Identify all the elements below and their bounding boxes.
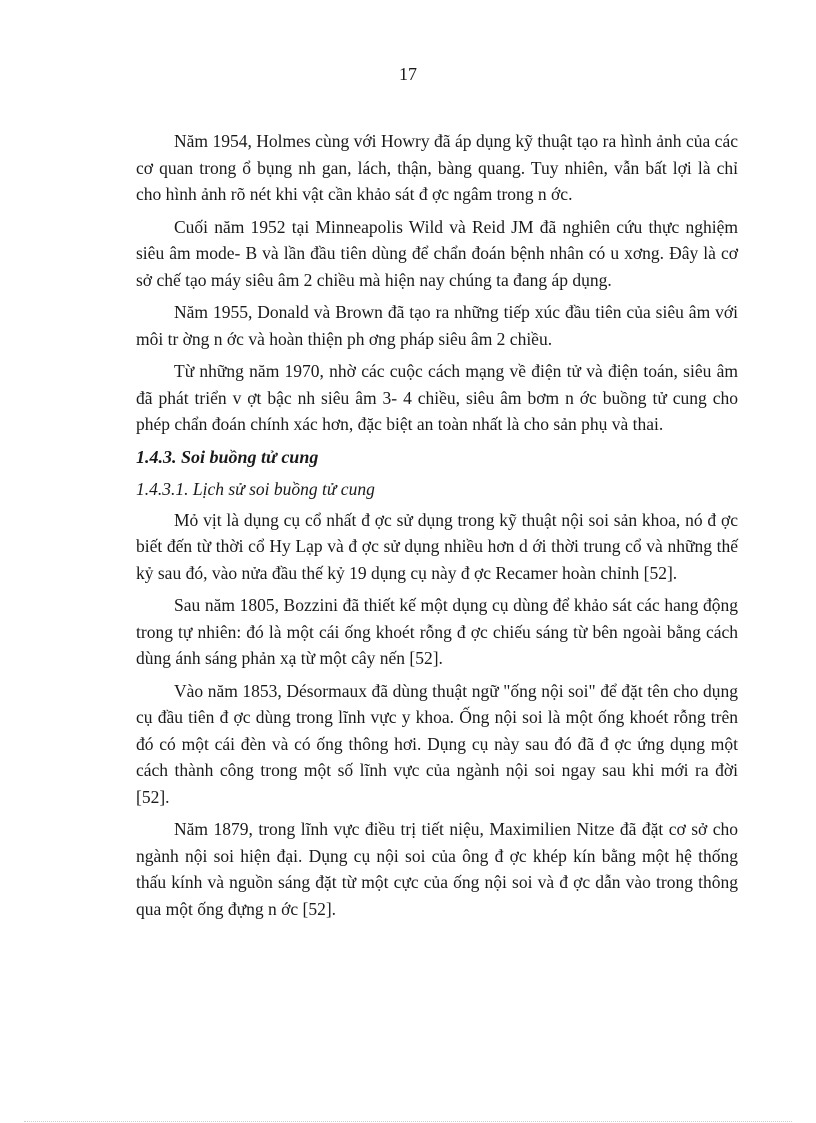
paragraph-holmes-1954: Năm 1954, Holmes cùng với Howry đã áp dụng kỹ thuật tạo ra hình ảnh của các cơ quan trong ổ bụng nh gan, lách, thận, bàng quang. Tuy nhiên, vẫn bất lợi là chỉ cho hình ảnh rõ nét khi vật cần khảo sát đ ợc ngâm trong n ớc. bbox=[136, 131, 738, 204]
document-body bbox=[136, 128, 738, 928]
subsection-heading: 1.4.3.1. Lịch sử soi buồng tử cung bbox=[136, 479, 375, 499]
paragraph-1970-developments: Từ những năm 1970, nhờ các cuộc cách mạng về điện tử và điện toán, siêu âm đã phát triển v ợt bậc nh siêu âm 3- 4 chiều, siêu âm bơm n ớc buồng tử cung cho phép chẩn đoán chính xác hơn, đặc biệt an toàn nhất là cho sản phụ và thai. bbox=[136, 361, 738, 434]
paragraph-bozzini-1805: Sau năm 1805, Bozzini đã thiết kế một dụng cụ dùng để khảo sát các hang động trong tự nhiên: đó là một cái ống khoét rỗng đ ợc chiếu sáng từ bên ngoài bằng cách dùng ánh sáng phản xạ từ một cây nến [52]. bbox=[136, 595, 738, 668]
paragraph-nitze-1879: Năm 1879, trong lĩnh vực điều trị tiết niệu, Maximilien Nitze đã đặt cơ sở cho ngành nội soi hiện đại. Dụng cụ nội soi của ông đ ợc khép kín bằng một hệ thống thấu kính và nguồn sáng đặt từ một cực của ống nội soi và đ ợc dẫn vào trong thông qua một ống đựng n ớc [52]. bbox=[136, 819, 738, 919]
paragraph-minneapolis-1952: Cuối năm 1952 tại Minneapolis Wild và Reid JM đã nghiên cứu thực nghiệm siêu âm mode- B và lần đầu tiên dùng để chẩn đoán bệnh nhân có u xơng. Đây là cơ sở chế tạo máy siêu âm 2 chiều mà hiện nay chúng ta đang áp dụng. bbox=[136, 216, 738, 290]
page-bottom-divider bbox=[24, 1121, 792, 1122]
section-heading: 1.4.3. Soi buồng tử cung bbox=[136, 446, 319, 467]
page-number: 17 bbox=[399, 64, 417, 84]
paragraph-donald-brown-1955: Năm 1955, Donald và Brown đã tạo ra những tiếp xúc đầu tiên của siêu âm với môi tr ờng n ớc và hoàn thiện ph ơng pháp siêu âm 2 chiều. bbox=[136, 302, 738, 349]
paragraph-desormaux-1853: Vào năm 1853, Désormaux đã dùng thuật ngữ "ống nội soi" để đặt tên cho dụng cụ đầu tiên đ ợc dùng trong lĩnh vực y khoa. Ống nội soi là một ống khoét rỗng trên đó có một cái đèn và có ống thông hơi. Dụng cụ này sau đó đã đ ợc ứng dụng một cách thành công trong một số lĩnh vực của ngành nội soi ngay sau khi mới ra đời [52]. bbox=[136, 680, 738, 807]
paragraph-speculum-history: Mỏ vịt là dụng cụ cổ nhất đ ợc sử dụng trong kỹ thuật nội soi sản khoa, nó đ ợc biết đến từ thời cổ Hy Lạp và đ ợc sử dụng nhiều hơn d ới thời trung cổ và những thế kỷ sau đó, vào nửa đầu thế kỷ 19 dụng cụ này đ ợc Recamer hoàn chỉnh [52]. bbox=[136, 509, 738, 583]
